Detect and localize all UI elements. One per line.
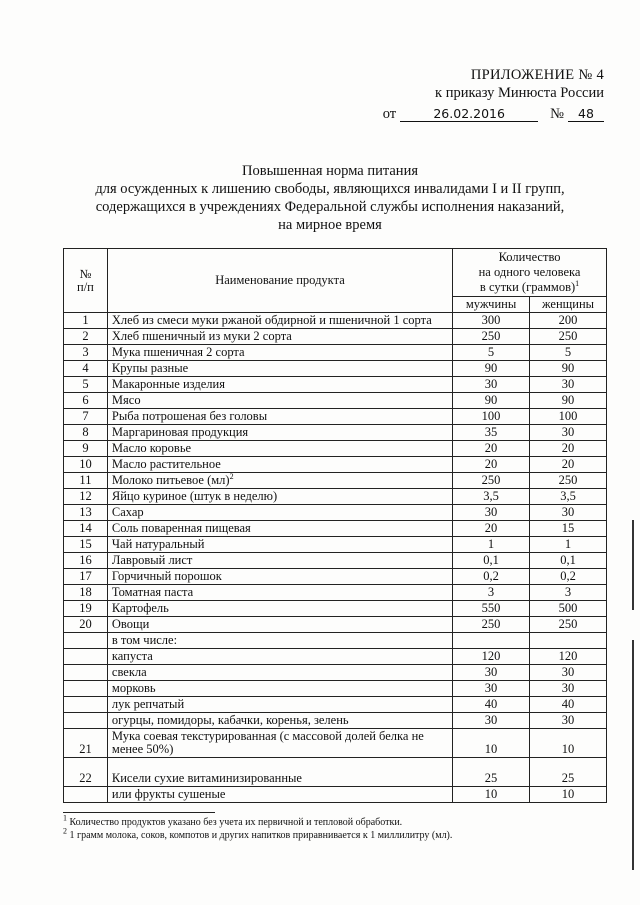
table-row bbox=[64, 585, 607, 601]
appendix-header bbox=[344, 66, 604, 123]
row-product-name: или фрукты сушеные bbox=[107, 787, 452, 803]
row-product-name: капуста bbox=[107, 649, 452, 665]
row-men-value: 30 bbox=[453, 713, 530, 729]
row-product-name: Мука соевая текстурированная (с массовой долей белка не менее 50%) bbox=[107, 729, 452, 758]
row-product-name: Хлеб пшеничный из муки 2 сорта bbox=[107, 329, 452, 345]
row-product-name: Мясо bbox=[107, 393, 452, 409]
table-row bbox=[64, 633, 607, 649]
row-men-value: 20 bbox=[453, 457, 530, 473]
row-number: 22 bbox=[64, 758, 108, 787]
row-women-value: 0,1 bbox=[530, 553, 607, 569]
table-row bbox=[64, 569, 607, 585]
footnotes bbox=[63, 813, 583, 842]
row-product-name: Мука пшеничная 2 сорта bbox=[107, 345, 452, 361]
order-number: 48 bbox=[568, 106, 604, 122]
row-men-value: 10 bbox=[453, 729, 530, 758]
row-number: 2 bbox=[64, 329, 108, 345]
row-number: 13 bbox=[64, 505, 108, 521]
row-men-value: 0,2 bbox=[453, 569, 530, 585]
row-number bbox=[64, 649, 108, 665]
row-number bbox=[64, 665, 108, 681]
row-women-value: 200 bbox=[530, 313, 607, 329]
row-women-value: 30 bbox=[530, 377, 607, 393]
row-product-name: Макаронные изделия bbox=[107, 377, 452, 393]
table-row bbox=[64, 697, 607, 713]
table-row bbox=[64, 409, 607, 425]
row-men-value: 100 bbox=[453, 409, 530, 425]
title-line: на мирное время bbox=[278, 217, 382, 233]
row-number: 15 bbox=[64, 537, 108, 553]
table-row bbox=[64, 649, 607, 665]
row-number: 16 bbox=[64, 553, 108, 569]
row-number: 6 bbox=[64, 393, 108, 409]
footnote: $^2$ 1 грамм молока, соков, компотов и других напитков приравнивается к 1 миллилитру (мл). bbox=[63, 826, 453, 841]
row-number bbox=[64, 713, 108, 729]
header-men: мужчины bbox=[453, 297, 530, 313]
title-line: для осужденных к лишению свободы, являющихся инвалидами I и II групп, bbox=[95, 181, 565, 197]
row-women-value: 250 bbox=[530, 617, 607, 633]
table-row bbox=[64, 537, 607, 553]
row-women-value: 0,2 bbox=[530, 569, 607, 585]
row-women-value: 15 bbox=[530, 521, 607, 537]
scan-edge-mark bbox=[632, 520, 634, 610]
title-line: Повышенная норма питания bbox=[242, 163, 418, 179]
row-men-value: 90 bbox=[453, 393, 530, 409]
row-women-value: 25 bbox=[530, 758, 607, 787]
row-number: 1 bbox=[64, 313, 108, 329]
table-row bbox=[64, 393, 607, 409]
table-row bbox=[64, 758, 607, 787]
table-row bbox=[64, 425, 607, 441]
title-line: содержащихся в учреждениях Федеральной службы исполнения наказаний, bbox=[95, 199, 565, 215]
row-women-value: 3,5 bbox=[530, 489, 607, 505]
row-women-value: 120 bbox=[530, 649, 607, 665]
row-product-name: Сахар bbox=[107, 505, 452, 521]
row-men-value: 20 bbox=[453, 441, 530, 457]
row-number: 8 bbox=[64, 425, 108, 441]
row-number: 11 bbox=[64, 473, 108, 489]
table-row bbox=[64, 345, 607, 361]
row-men-value: 300 bbox=[453, 313, 530, 329]
table-row bbox=[64, 729, 607, 758]
row-product-name: Яйцо куриное (штук в неделю) bbox=[107, 489, 452, 505]
row-number bbox=[64, 633, 108, 649]
row-women-value: 90 bbox=[530, 361, 607, 377]
row-number bbox=[64, 697, 108, 713]
table-row bbox=[64, 377, 607, 393]
row-number: 19 bbox=[64, 601, 108, 617]
appendix-title: ПРИЛОЖЕНИЕ № 4 bbox=[470, 67, 604, 83]
row-product-name: Масло растительное bbox=[107, 457, 452, 473]
table-row bbox=[64, 441, 607, 457]
row-women-value: 10 bbox=[530, 787, 607, 803]
row-men-value: 30 bbox=[453, 377, 530, 393]
table-row bbox=[64, 361, 607, 377]
row-number: 3 bbox=[64, 345, 108, 361]
table-row bbox=[64, 617, 607, 633]
row-women-value: 500 bbox=[530, 601, 607, 617]
table-row bbox=[64, 787, 607, 803]
row-product-name: Хлеб из смеси муки ржаной обдирной и пшеничной 1 сорта bbox=[107, 313, 452, 329]
row-number bbox=[64, 787, 108, 803]
number-label: № bbox=[550, 106, 564, 122]
row-product-name: Томатная паста bbox=[107, 585, 452, 601]
row-women-value: 250 bbox=[530, 329, 607, 345]
row-men-value: 250 bbox=[453, 329, 530, 345]
table-row bbox=[64, 665, 607, 681]
row-product-name: Рыба потрошеная без головы bbox=[107, 409, 452, 425]
table-row bbox=[64, 713, 607, 729]
header-number: № п/п bbox=[64, 249, 108, 313]
row-number: 5 bbox=[64, 377, 108, 393]
document-title bbox=[60, 162, 600, 234]
row-product-name: огурцы, помидоры, кабачки, коренья, зелень bbox=[107, 713, 452, 729]
row-number: 14 bbox=[64, 521, 108, 537]
row-women-value: 10 bbox=[530, 729, 607, 758]
row-women-value: 5 bbox=[530, 345, 607, 361]
header-product-name: Наименование продукта bbox=[107, 249, 452, 313]
footnote: $^1$ Количество продуктов указано без учета их первичной и тепловой обработки. bbox=[63, 813, 403, 828]
row-women-value: 30 bbox=[530, 681, 607, 697]
scan-edge-mark bbox=[632, 640, 634, 870]
row-product-name: морковь bbox=[107, 681, 452, 697]
row-product-name: Чай натуральный bbox=[107, 537, 452, 553]
row-women-value: 250 bbox=[530, 473, 607, 489]
table-row bbox=[64, 521, 607, 537]
row-number: 18 bbox=[64, 585, 108, 601]
row-women-value: 40 bbox=[530, 697, 607, 713]
table-row bbox=[64, 457, 607, 473]
from-label: от bbox=[382, 106, 397, 122]
table-body bbox=[64, 313, 607, 803]
row-product-name: Горчичный порошок bbox=[107, 569, 452, 585]
row-men-value bbox=[453, 633, 530, 649]
table-row bbox=[64, 489, 607, 505]
row-men-value: 30 bbox=[453, 665, 530, 681]
row-women-value: 100 bbox=[530, 409, 607, 425]
row-women-value: 90 bbox=[530, 393, 607, 409]
table-row bbox=[64, 505, 607, 521]
row-men-value: 250 bbox=[453, 617, 530, 633]
row-men-value: 35 bbox=[453, 425, 530, 441]
row-men-value: 30 bbox=[453, 681, 530, 697]
row-number: 7 bbox=[64, 409, 108, 425]
row-men-value: 1 bbox=[453, 537, 530, 553]
row-product-name: Соль поваренная пищевая bbox=[107, 521, 452, 537]
row-women-value: 30 bbox=[530, 425, 607, 441]
row-women-value: 1 bbox=[530, 537, 607, 553]
row-men-value: 40 bbox=[453, 697, 530, 713]
row-number: 9 bbox=[64, 441, 108, 457]
row-women-value: 30 bbox=[530, 713, 607, 729]
row-number: 20 bbox=[64, 617, 108, 633]
row-women-value: 20 bbox=[530, 441, 607, 457]
row-number: 4 bbox=[64, 361, 108, 377]
row-men-value: 550 bbox=[453, 601, 530, 617]
row-women-value: 30 bbox=[530, 505, 607, 521]
row-number bbox=[64, 681, 108, 697]
nutrition-norm-table bbox=[63, 248, 607, 803]
table-row bbox=[64, 681, 607, 697]
row-number: 21 bbox=[64, 729, 108, 758]
row-women-value: 3 bbox=[530, 585, 607, 601]
row-product-name: Лавровый лист bbox=[107, 553, 452, 569]
row-product-name: Молоко питьевое (мл)$^2$ bbox=[107, 473, 452, 489]
row-product-name: Картофель bbox=[107, 601, 452, 617]
footnote-divider bbox=[63, 812, 215, 813]
header-women: женщины bbox=[530, 297, 607, 313]
table-row bbox=[64, 553, 607, 569]
order-reference: к приказу Минюста России bbox=[435, 85, 604, 101]
row-men-value: 120 bbox=[453, 649, 530, 665]
row-product-name: свекла bbox=[107, 665, 452, 681]
row-product-name: Крупы разные bbox=[107, 361, 452, 377]
table-row bbox=[64, 329, 607, 345]
row-men-value: 3,5 bbox=[453, 489, 530, 505]
order-date: 26.02.2016 bbox=[400, 106, 538, 122]
row-men-value: 3 bbox=[453, 585, 530, 601]
row-men-value: 10 bbox=[453, 787, 530, 803]
table-row bbox=[64, 473, 607, 489]
order-date-number bbox=[344, 105, 604, 123]
row-men-value: 250 bbox=[453, 473, 530, 489]
row-women-value bbox=[530, 633, 607, 649]
row-women-value: 30 bbox=[530, 665, 607, 681]
row-women-value: 20 bbox=[530, 457, 607, 473]
row-men-value: 30 bbox=[453, 505, 530, 521]
row-number: 12 bbox=[64, 489, 108, 505]
row-product-name: Кисели сухие витаминизированные bbox=[107, 758, 452, 787]
row-number: 17 bbox=[64, 569, 108, 585]
row-men-value: 90 bbox=[453, 361, 530, 377]
header-quantity: Количество на одного человека в сутки (граммов)$^1$ bbox=[453, 249, 607, 297]
table-row bbox=[64, 601, 607, 617]
row-men-value: 5 bbox=[453, 345, 530, 361]
row-product-name: в том числе: bbox=[107, 633, 452, 649]
row-product-name: лук репчатый bbox=[107, 697, 452, 713]
row-product-name: Маргариновая продукция bbox=[107, 425, 452, 441]
row-men-value: 25 bbox=[453, 758, 530, 787]
row-men-value: 0,1 bbox=[453, 553, 530, 569]
row-men-value: 20 bbox=[453, 521, 530, 537]
row-product-name: Масло коровье bbox=[107, 441, 452, 457]
row-product-name: Овощи bbox=[107, 617, 452, 633]
table-row bbox=[64, 313, 607, 329]
row-number: 10 bbox=[64, 457, 108, 473]
